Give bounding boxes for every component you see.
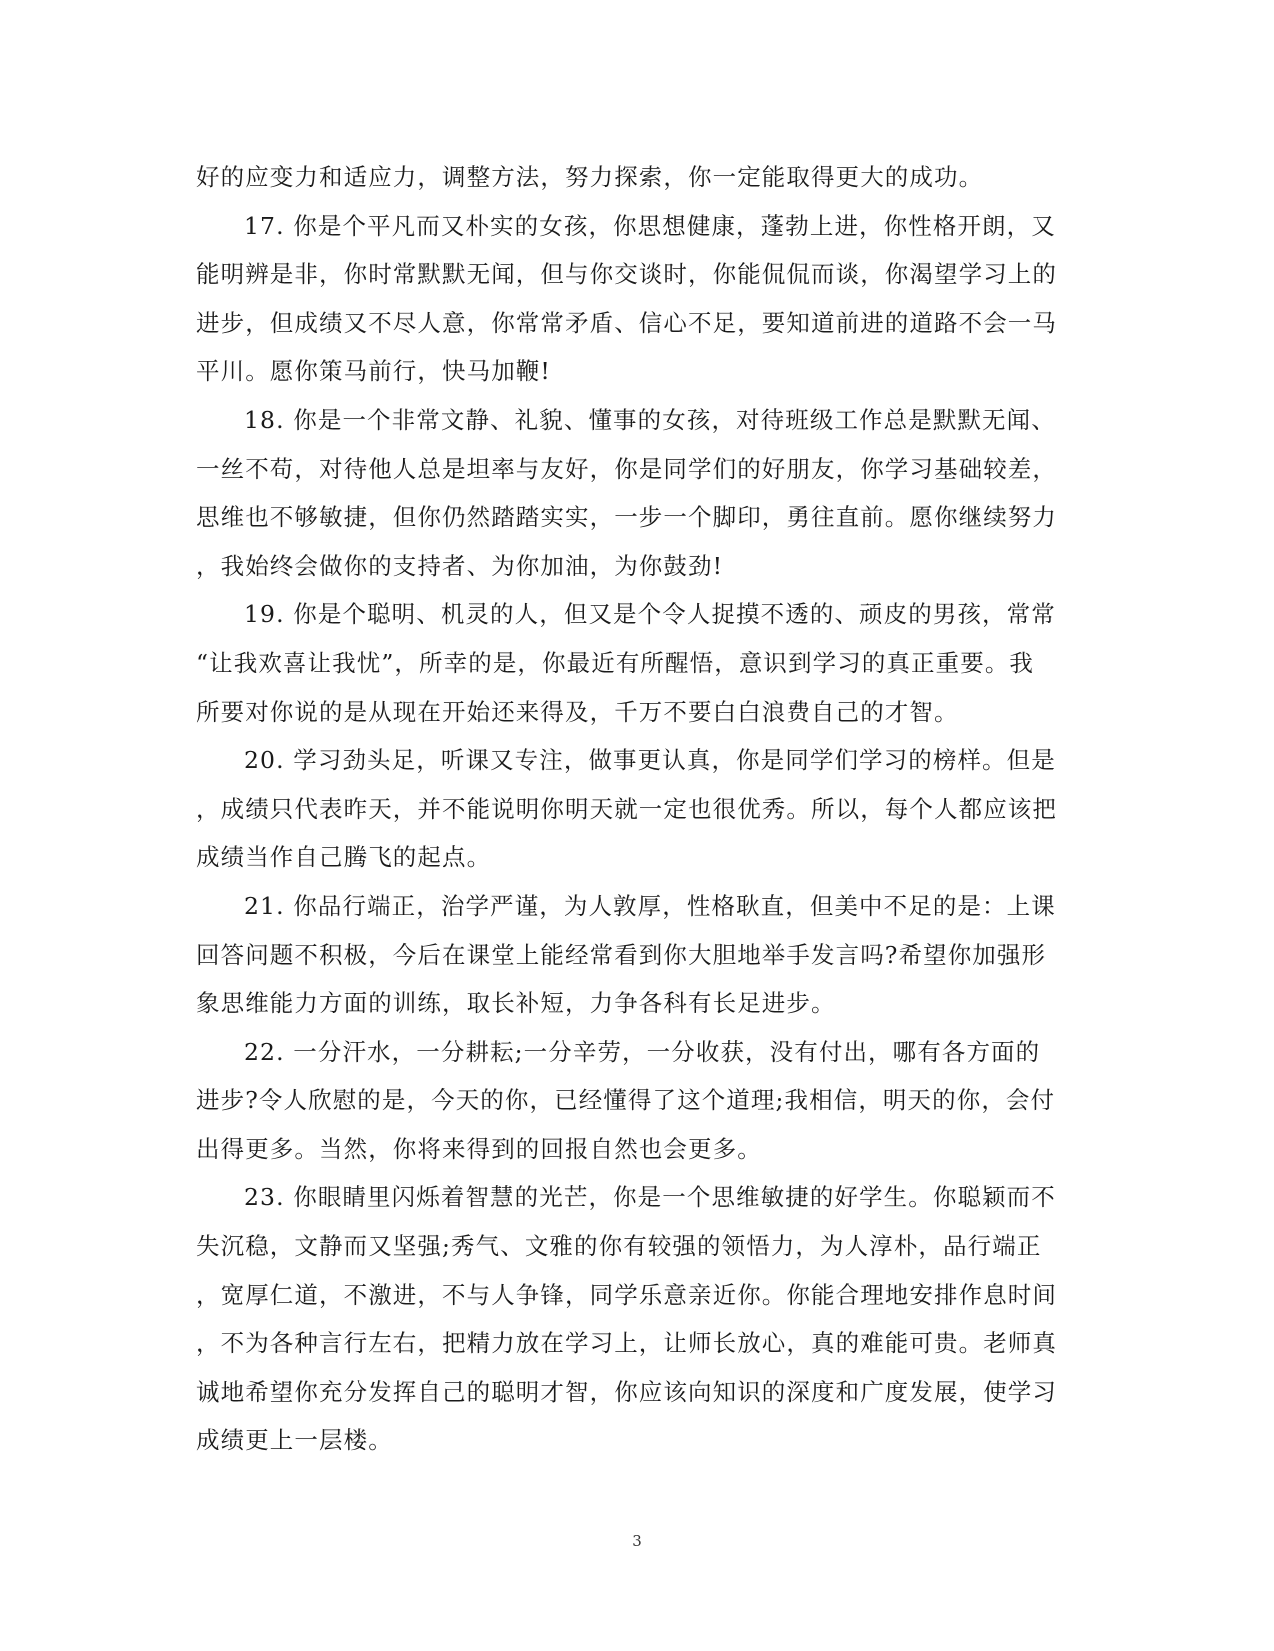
text-line: 出得更多。当然，你将来得到的回报自然也会更多。 (196, 1134, 762, 1163)
paragraph-21-line: 21. 你品行端正，治学严谨，为人敦厚，性格耿直，但美中不足的是：上课 (244, 891, 1056, 920)
paragraph-17-line: 17. 你是个平凡而又朴实的女孩，你思想健康，蓬勃上进，你性格开朗，又 (244, 211, 1056, 240)
text-line: ，成绩只代表昨天，并不能说明你明天就一定也很优秀。所以，每个人都应该把 (196, 794, 1057, 823)
text-line: 回答问题不积极，今后在课堂上能经常看到你大胆地举手发言吗?希望你加强形 (196, 940, 1047, 969)
document-body (196, 153, 1070, 1465)
text-line: ，宽厚仁道，不激进，不与人争锋，同学乐意亲近你。你能合理地安排作息时间 (196, 1280, 1057, 1309)
text-line: 象思维能力方面的训练，取长补短，力争各科有长足进步。 (196, 989, 836, 1018)
text-line: “让我欢喜让我忧”，所幸的是，你最近有所醒悟，意识到学习的真正重要。我 (196, 648, 1035, 677)
text-line: 成绩更上一层楼。 (196, 1426, 393, 1455)
text-line: 一丝不苟，对待他人总是坦率与友好，你是同学们的好朋友，你学习基础较差， (196, 454, 1057, 483)
text-line: ，我始终会做你的支持者、为你加油，为你鼓劲! (196, 551, 724, 580)
paragraph-19-line: 19. 你是个聪明、机灵的人，但又是个令人捉摸不透的、顽皮的男孩，常常 (244, 600, 1056, 629)
paragraph-23-line: 23. 你眼睛里闪烁着智慧的光芒，你是一个思维敏捷的好学生。你聪颖而不 (244, 1183, 1056, 1212)
text-line: 诚地希望你充分发挥自己的聪明才智，你应该向知识的深度和广度发展，使学习 (196, 1377, 1057, 1406)
text-line: 思维也不够敏捷，但你仍然踏踏实实，一步一个脚印，勇往直前。愿你继续努力 (196, 503, 1057, 532)
paragraph-20-line: 20. 学习劲头足，听课又专注，做事更认真，你是同学们学习的榜样。但是 (244, 746, 1056, 775)
text-line: 能明辨是非，你时常默默无闻，但与你交谈时，你能侃侃而谈，你渴望学习上的 (196, 260, 1057, 289)
paragraph-18-line: 18. 你是一个非常文静、礼貌、懂事的女孩，对待班级工作总是默默无闻、 (244, 405, 1056, 434)
text-line: 所要对你说的是从现在开始还来得及，千万不要白白浪费自己的才智。 (196, 697, 959, 726)
text-line: 进步?令人欣慰的是，今天的你，已经懂得了这个道理;我相信，明天的你，会付 (196, 1086, 1056, 1115)
text-line: ，不为各种言行左右，把精力放在学习上，让师长放心，真的难能可贵。老师真 (196, 1329, 1057, 1358)
text-line: 进步，但成绩又不尽人意，你常常矛盾、信心不足，要知道前进的道路不会一马 (196, 308, 1057, 337)
text-line: 好的应变力和适应力，调整方法，努力探索，你一定能取得更大的成功。 (196, 163, 984, 191)
text-line: 成绩当作自己腾飞的起点。 (196, 843, 492, 872)
text-line: 平川。愿你策马前行，快马加鞭! (196, 357, 551, 386)
paragraph-22-line: 22. 一分汗水，一分耕耘;一分辛劳，一分收获，没有付出，哪有各方面的 (244, 1037, 1041, 1066)
text-line: 失沉稳，文静而又坚强;秀气、文雅的你有较强的领悟力，为人淳朴，品行端正 (196, 1232, 1042, 1261)
page-number: 3 (632, 1532, 642, 1550)
